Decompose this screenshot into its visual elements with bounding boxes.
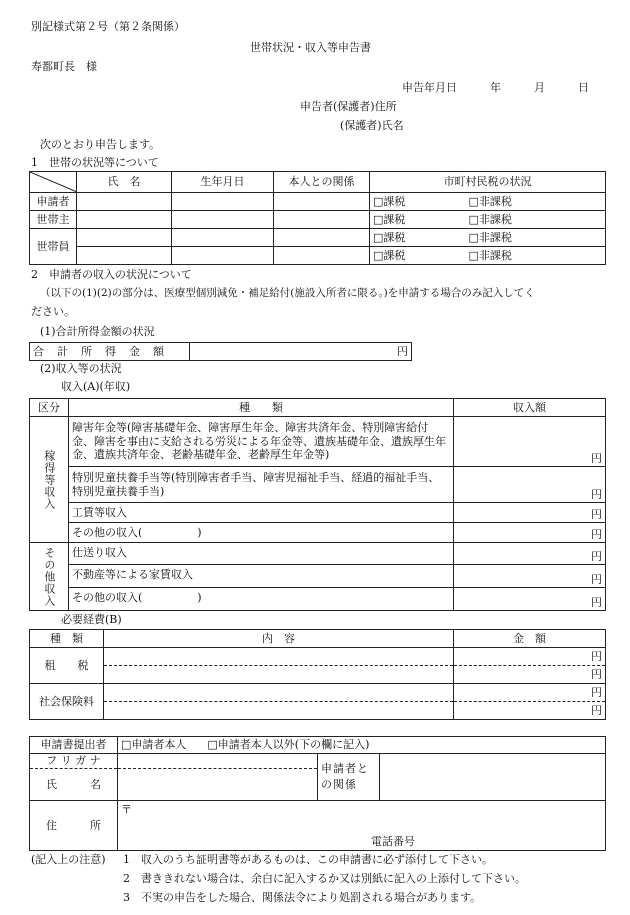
income-item-other2: その他の収入( ) (69, 588, 454, 611)
exp-col-type: 種 類 (30, 630, 104, 648)
declarant-name-label: (保護者)氏名 (340, 119, 404, 132)
applicant-name-cell[interactable] (77, 193, 172, 211)
submitter-label: 申請書提出者 (30, 737, 118, 754)
member-relation-cell[interactable] (274, 247, 370, 265)
section2-note-1: （以下の(1)(2)の部分は、医療型個別減免・補足給付(施設入所者に限る。)を申請する場合のみ記入してく (40, 287, 535, 299)
furigana-label: フ リ ガ ナ (30, 754, 118, 769)
col-type: 種 類 (69, 399, 454, 417)
householder-name-cell[interactable] (77, 211, 172, 229)
col-category: 区分 (30, 399, 69, 417)
exp-row-tax: 租 税 (30, 648, 104, 684)
income-item-allowance: 特別児童扶養手当等(特別障害者手当、障害児福祉手当、経過的福祉手当、特別児童扶養手当) (69, 467, 454, 503)
corner-cell (30, 172, 77, 193)
income-amount-pension[interactable]: 円 (454, 417, 606, 467)
row-householder: 世帯主 (30, 211, 77, 229)
tax-checkbox[interactable]: □課税 (370, 229, 466, 247)
submitter-name-label: 氏 名 (30, 769, 118, 801)
sub2-heading: (2)収入等の状況 (40, 362, 122, 375)
exp-insurance-content[interactable] (104, 702, 454, 720)
member-birth-cell[interactable] (172, 247, 274, 265)
nontax-checkbox[interactable]: □非課税 (466, 247, 606, 265)
exp-tax-amount[interactable]: 円 (454, 648, 606, 666)
col-amount: 収入額 (454, 399, 606, 417)
exp-col-amount: 金 額 (454, 630, 606, 648)
document-title: 世帯状況・収入等申告書 (250, 41, 371, 54)
note-item: 1 収入のうち証明書等があるものは、この申請書に必ず添付して下さい。 (123, 853, 493, 866)
income-amount-remittance[interactable]: 円 (454, 543, 606, 565)
exp-insurance-amount[interactable]: 円 (454, 684, 606, 702)
income-a-heading: 収入(A)(年収) (61, 380, 131, 393)
notes-heading: (記入上の注意) (31, 853, 106, 866)
phone-label: 電話番号 (371, 835, 415, 849)
tax-checkbox[interactable]: □課税 (370, 247, 466, 265)
householder-birth-cell[interactable] (172, 211, 274, 229)
exp-insurance-amount[interactable]: 円 (454, 702, 606, 720)
member-relation-cell[interactable] (274, 229, 370, 247)
income-item-rent: 不動産等による家賃収入 (69, 565, 454, 588)
income-amount-allowance[interactable]: 円 (454, 467, 606, 503)
date-line: 申告年月日 年 月 日 (402, 81, 589, 94)
exp-tax-content[interactable] (104, 648, 454, 666)
postal-mark: 〒 (121, 803, 132, 816)
exp-row-insurance: 社会保険料 (30, 684, 104, 720)
note-item: 3 不実の申告をした場合、関係法令により処罰される場合があります。 (123, 891, 482, 904)
income-amount-rent[interactable]: 円 (454, 565, 606, 588)
applicant-birth-cell[interactable] (172, 193, 274, 211)
nontax-checkbox[interactable]: □非課税 (466, 193, 606, 211)
furigana-field[interactable] (118, 754, 318, 769)
tax-checkbox[interactable]: □課税 (370, 193, 466, 211)
member-name-cell[interactable] (77, 247, 172, 265)
submitter-address-field[interactable] (118, 801, 606, 851)
exp-tax-amount[interactable]: 円 (454, 666, 606, 684)
income-amount-other1[interactable]: 円 (454, 523, 606, 543)
col-name: 氏 名 (77, 172, 172, 193)
submitter-self-checkbox[interactable]: □申請者本人 (121, 738, 187, 752)
income-amount-other2[interactable]: 円 (454, 588, 606, 611)
applicant-relation-cell[interactable] (274, 193, 370, 211)
expenses-table (29, 629, 606, 720)
income-item-remittance: 仕送り収入 (69, 543, 454, 565)
group-earned-income: 稼得等収入 (30, 417, 69, 543)
exp-tax-content[interactable] (104, 666, 454, 684)
member-birth-cell[interactable] (172, 229, 274, 247)
submitter-other-checkbox[interactable]: □申請者本人以外(下の欄に記入) (207, 738, 370, 752)
income-amount-wages[interactable]: 円 (454, 503, 606, 523)
exp-col-content: 内 容 (104, 630, 454, 648)
col-birthdate: 生年月日 (172, 172, 274, 193)
group-other-income: その他収入 (30, 543, 69, 611)
section2-heading: 2 申請者の収入の状況について (31, 268, 192, 281)
income-item-other1: その他の収入( ) (69, 523, 454, 543)
row-member: 世帯員 (30, 229, 77, 265)
form-number: 別記様式第２号（第２条関係） (31, 20, 185, 33)
income-item-pension: 障害年金等(障害基礎年金、障害厚生年金、障害共済年金、特別障害給付金、障害を事由に支給される労災による年金等、遺族基礎年金、遺族厚生年金、遺族共済年金、老齢基礎年金、老齢厚生年金等) (69, 417, 454, 467)
declarant-address-label: 申告者(保護者)住所 (300, 100, 397, 113)
total-income-label: 合 計 所 得 金 額 (30, 343, 190, 361)
total-income-table (29, 342, 412, 361)
addressee: 寿都町長 様 (31, 60, 97, 73)
section2-note-2: ださい。 (31, 305, 75, 318)
col-tax-status: 市町村民税の状況 (370, 172, 606, 193)
submitter-address-label: 住 所 (30, 801, 118, 851)
income-table (29, 398, 606, 611)
submitter-table (29, 736, 606, 851)
col-relation: 本人との関係 (274, 172, 370, 193)
householder-relation-cell[interactable] (274, 211, 370, 229)
nontax-checkbox[interactable]: □非課税 (466, 211, 606, 229)
sub1-heading: (1)合計所得金額の状況 (40, 325, 155, 338)
intro-text: 次のとおり申告します。 (40, 138, 161, 151)
nontax-checkbox[interactable]: □非課税 (466, 229, 606, 247)
relation-label: 申請者との関係 (318, 754, 380, 801)
submitter-name-field[interactable] (118, 769, 318, 801)
section1-heading: 1 世帯の状況等について (31, 156, 159, 169)
expenses-b-heading: 必要経費(B) (61, 613, 122, 626)
member-name-cell[interactable] (77, 229, 172, 247)
income-item-wages: 工賃等収入 (69, 503, 454, 523)
tax-checkbox[interactable]: □課税 (370, 211, 466, 229)
row-applicant: 申請者 (30, 193, 77, 211)
household-table (29, 171, 606, 265)
submitter-options (118, 737, 606, 754)
total-income-amount[interactable]: 円 (190, 343, 412, 361)
exp-insurance-content[interactable] (104, 684, 454, 702)
note-item: 2 書ききれない場合は、余白に記入するか又は別紙に記入の上添付して下さい。 (123, 872, 526, 885)
relation-field[interactable] (380, 754, 606, 801)
